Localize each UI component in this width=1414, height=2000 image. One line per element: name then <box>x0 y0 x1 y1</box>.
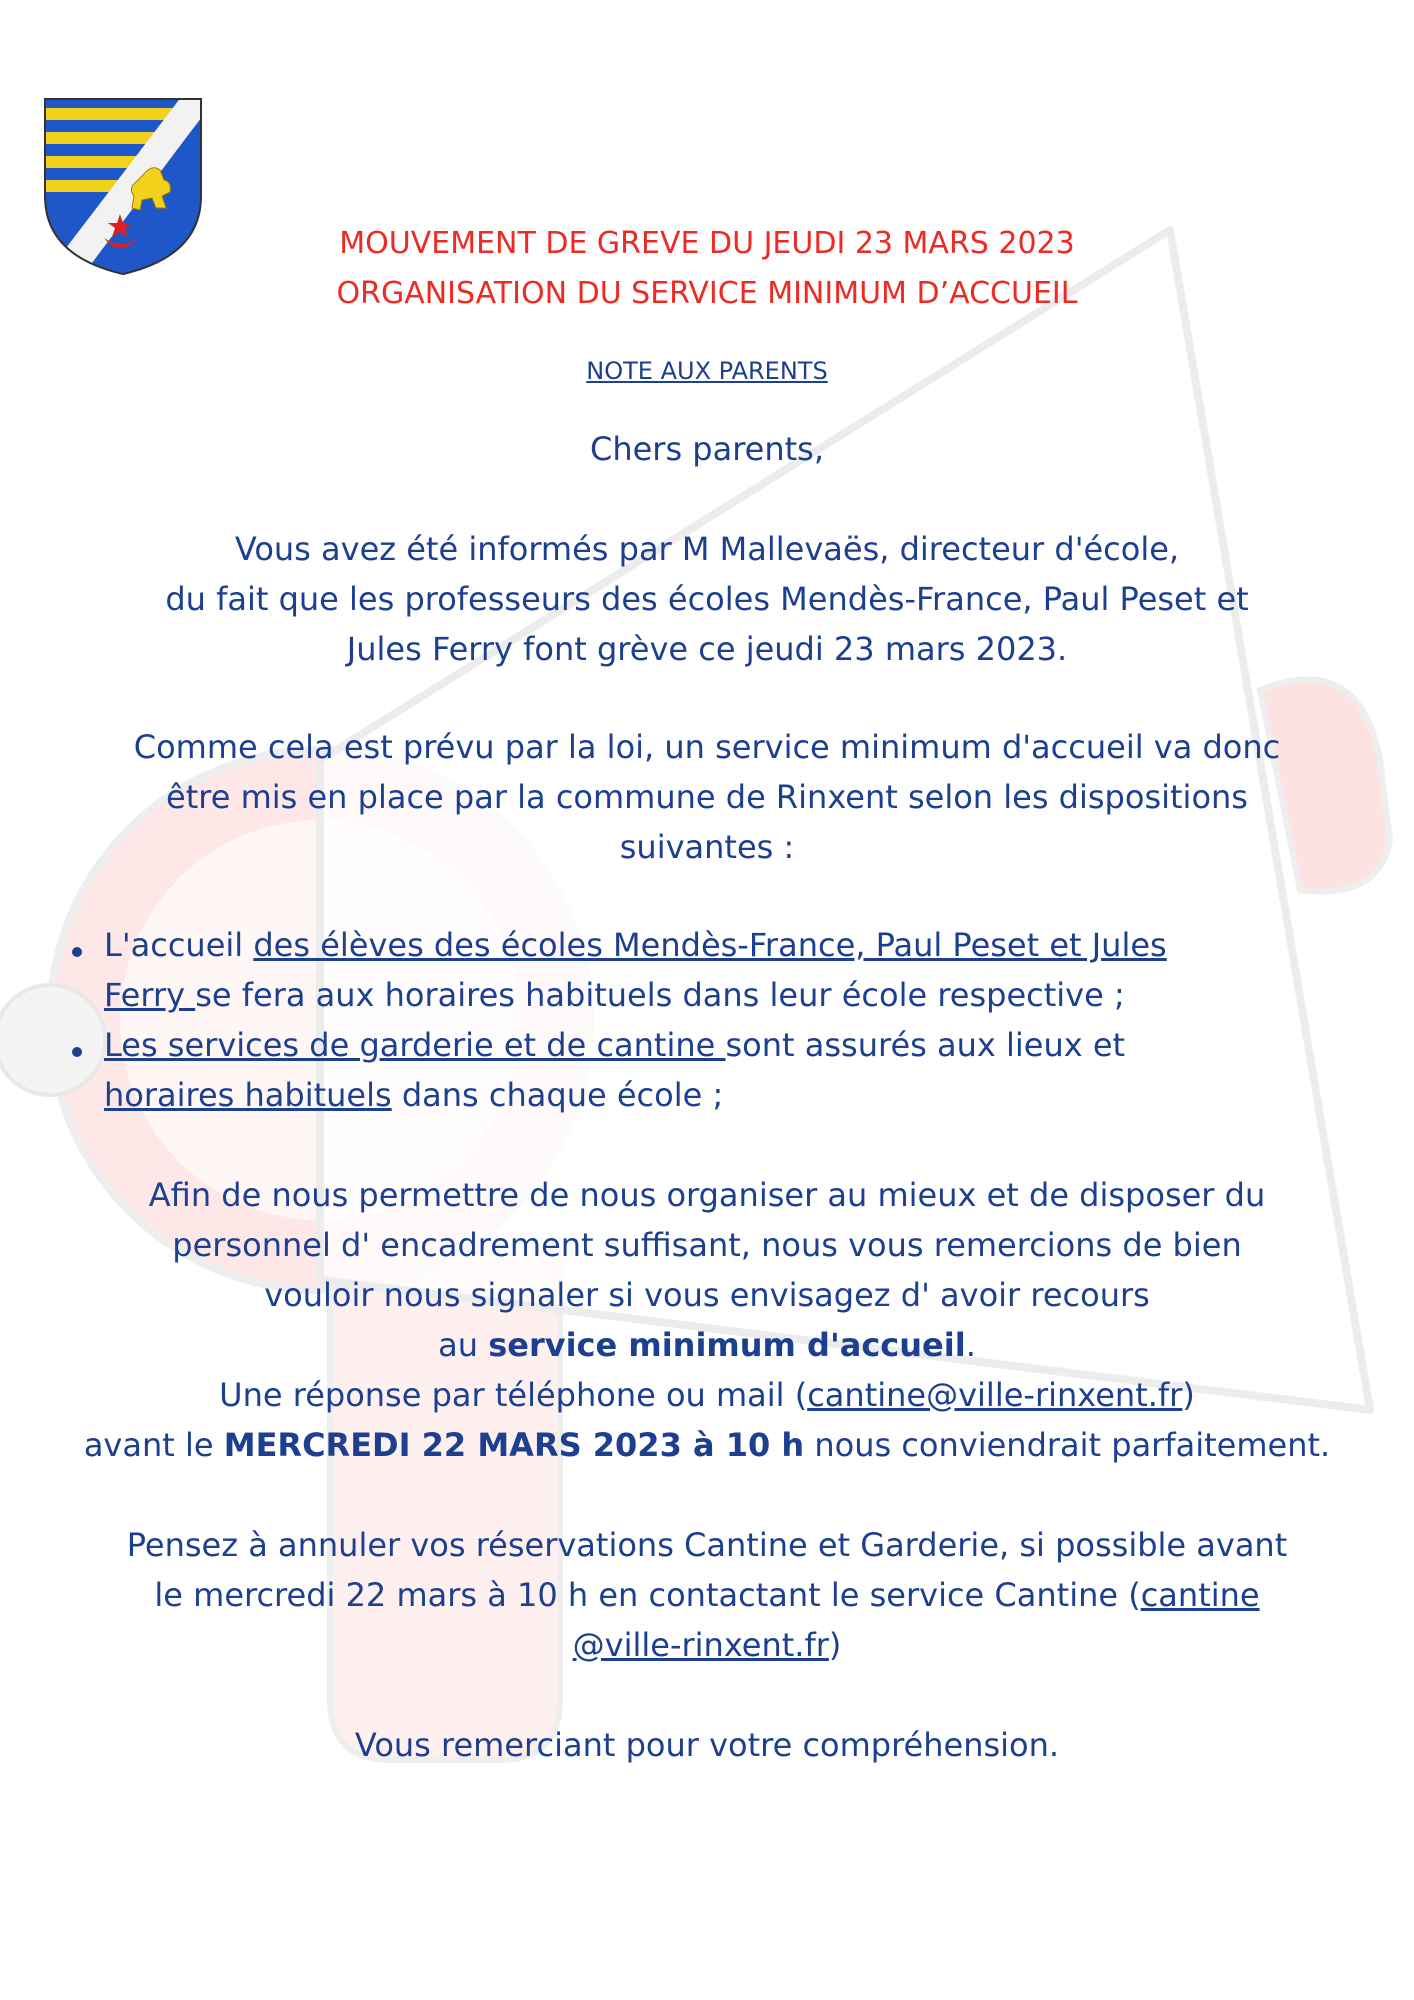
email-link-2-part1[interactable]: cantine <box>1140 1576 1260 1614</box>
p1-line2: du fait que les professeurs des écoles Mendès-France, Paul Peset et <box>165 580 1249 618</box>
p2-line2: être mis en place par la commune de Rinxent selon les dispositions <box>166 778 1248 816</box>
p3-line5-a: Une réponse par téléphone ou mail ( <box>219 1376 808 1414</box>
bullet-2-text-a: Les services de garderie et de cantine <box>104 1026 726 1064</box>
email-link-1[interactable]: cantine@ville-rinxent.fr <box>807 1376 1183 1414</box>
bullet-1-text-a: L'accueil <box>104 926 254 964</box>
email-link-2-part2[interactable]: @ville-rinxent.fr <box>572 1626 829 1664</box>
bullet-1-line2 <box>104 976 1125 1014</box>
p3-line6-a: avant le <box>83 1426 224 1464</box>
bullet-1-text-b: des élèves des écoles Mendès-France, Paul Peset et Jules <box>253 926 1167 964</box>
bullet-2-text-b: sont assurés aux lieux et <box>725 1026 1126 1064</box>
p3-line5 <box>0 1376 1414 1414</box>
bullet-1-text-d: se fera aux horaires habituels dans leur école respective ; <box>195 976 1125 1014</box>
coat-of-arms-icon <box>42 96 204 276</box>
service-minimum-bold: service minimum d'accueil <box>488 1326 966 1364</box>
bullet-dot-2 <box>72 1047 82 1057</box>
note-subtitle: NOTE AUX PARENTS <box>586 357 828 385</box>
bullet-dot-1 <box>72 947 82 957</box>
p3-line1: Afin de nous permettre de nous organiser au mieux et de disposer du <box>148 1176 1266 1214</box>
p3-line4-c: . <box>965 1326 976 1364</box>
page-title-line2: ORGANISATION DU SERVICE MINIMUM D’ACCUEIL <box>336 276 1078 311</box>
p3-line4 <box>0 1326 1414 1364</box>
p4-line3-c: ) <box>828 1626 842 1664</box>
p3-line6-c: nous conviendrait parfaitement. <box>804 1426 1331 1464</box>
deadline-bold: MERCREDI 22 MARS 2023 à 10 h <box>223 1426 805 1464</box>
p4-line2 <box>0 1576 1414 1614</box>
bullet-2-line1 <box>104 1026 1125 1064</box>
p3-line2: personnel d' encadrement suffisant, nous vous remercions de bien <box>172 1226 1242 1264</box>
closing: Vous remerciant pour votre compréhension. <box>354 1726 1060 1764</box>
p1-line3: Jules Ferry font grève ce jeudi 23 mars 2023. <box>346 630 1068 668</box>
bullet-1-line1 <box>104 926 1167 964</box>
bullet-2-text-d: dans chaque école ; <box>391 1076 724 1114</box>
greeting: Chers parents, <box>589 430 825 468</box>
p1-line1: Vous avez été informés par M Mallevaës, directeur d'école, <box>234 530 1180 568</box>
bullet-2-text-c: horaires habituels <box>104 1076 392 1114</box>
p3-line4-a: au <box>438 1326 489 1364</box>
p4-line3 <box>0 1626 1414 1664</box>
p2-line3: suivantes : <box>619 828 795 866</box>
p3-line3: vouloir nous signaler si vous envisagez d' avoir recours <box>264 1276 1150 1314</box>
bullet-2-line2 <box>104 1076 723 1114</box>
p4-line2-a: le mercredi 22 mars à 10 h en contactant le service Cantine ( <box>154 1576 1141 1614</box>
p4-line1: Pensez à annuler vos réservations Cantine et Garderie, si possible avant <box>126 1526 1288 1564</box>
p2-line1: Comme cela est prévu par la loi, un service minimum d'accueil va donc <box>133 728 1281 766</box>
p3-line6 <box>0 1426 1414 1464</box>
bullet-1-text-c: Ferry <box>104 976 196 1014</box>
page-title-line1: MOUVEMENT DE GREVE DU JEUDI 23 MARS 2023 <box>339 226 1075 261</box>
p3-line5-c: ) <box>1182 1376 1195 1414</box>
